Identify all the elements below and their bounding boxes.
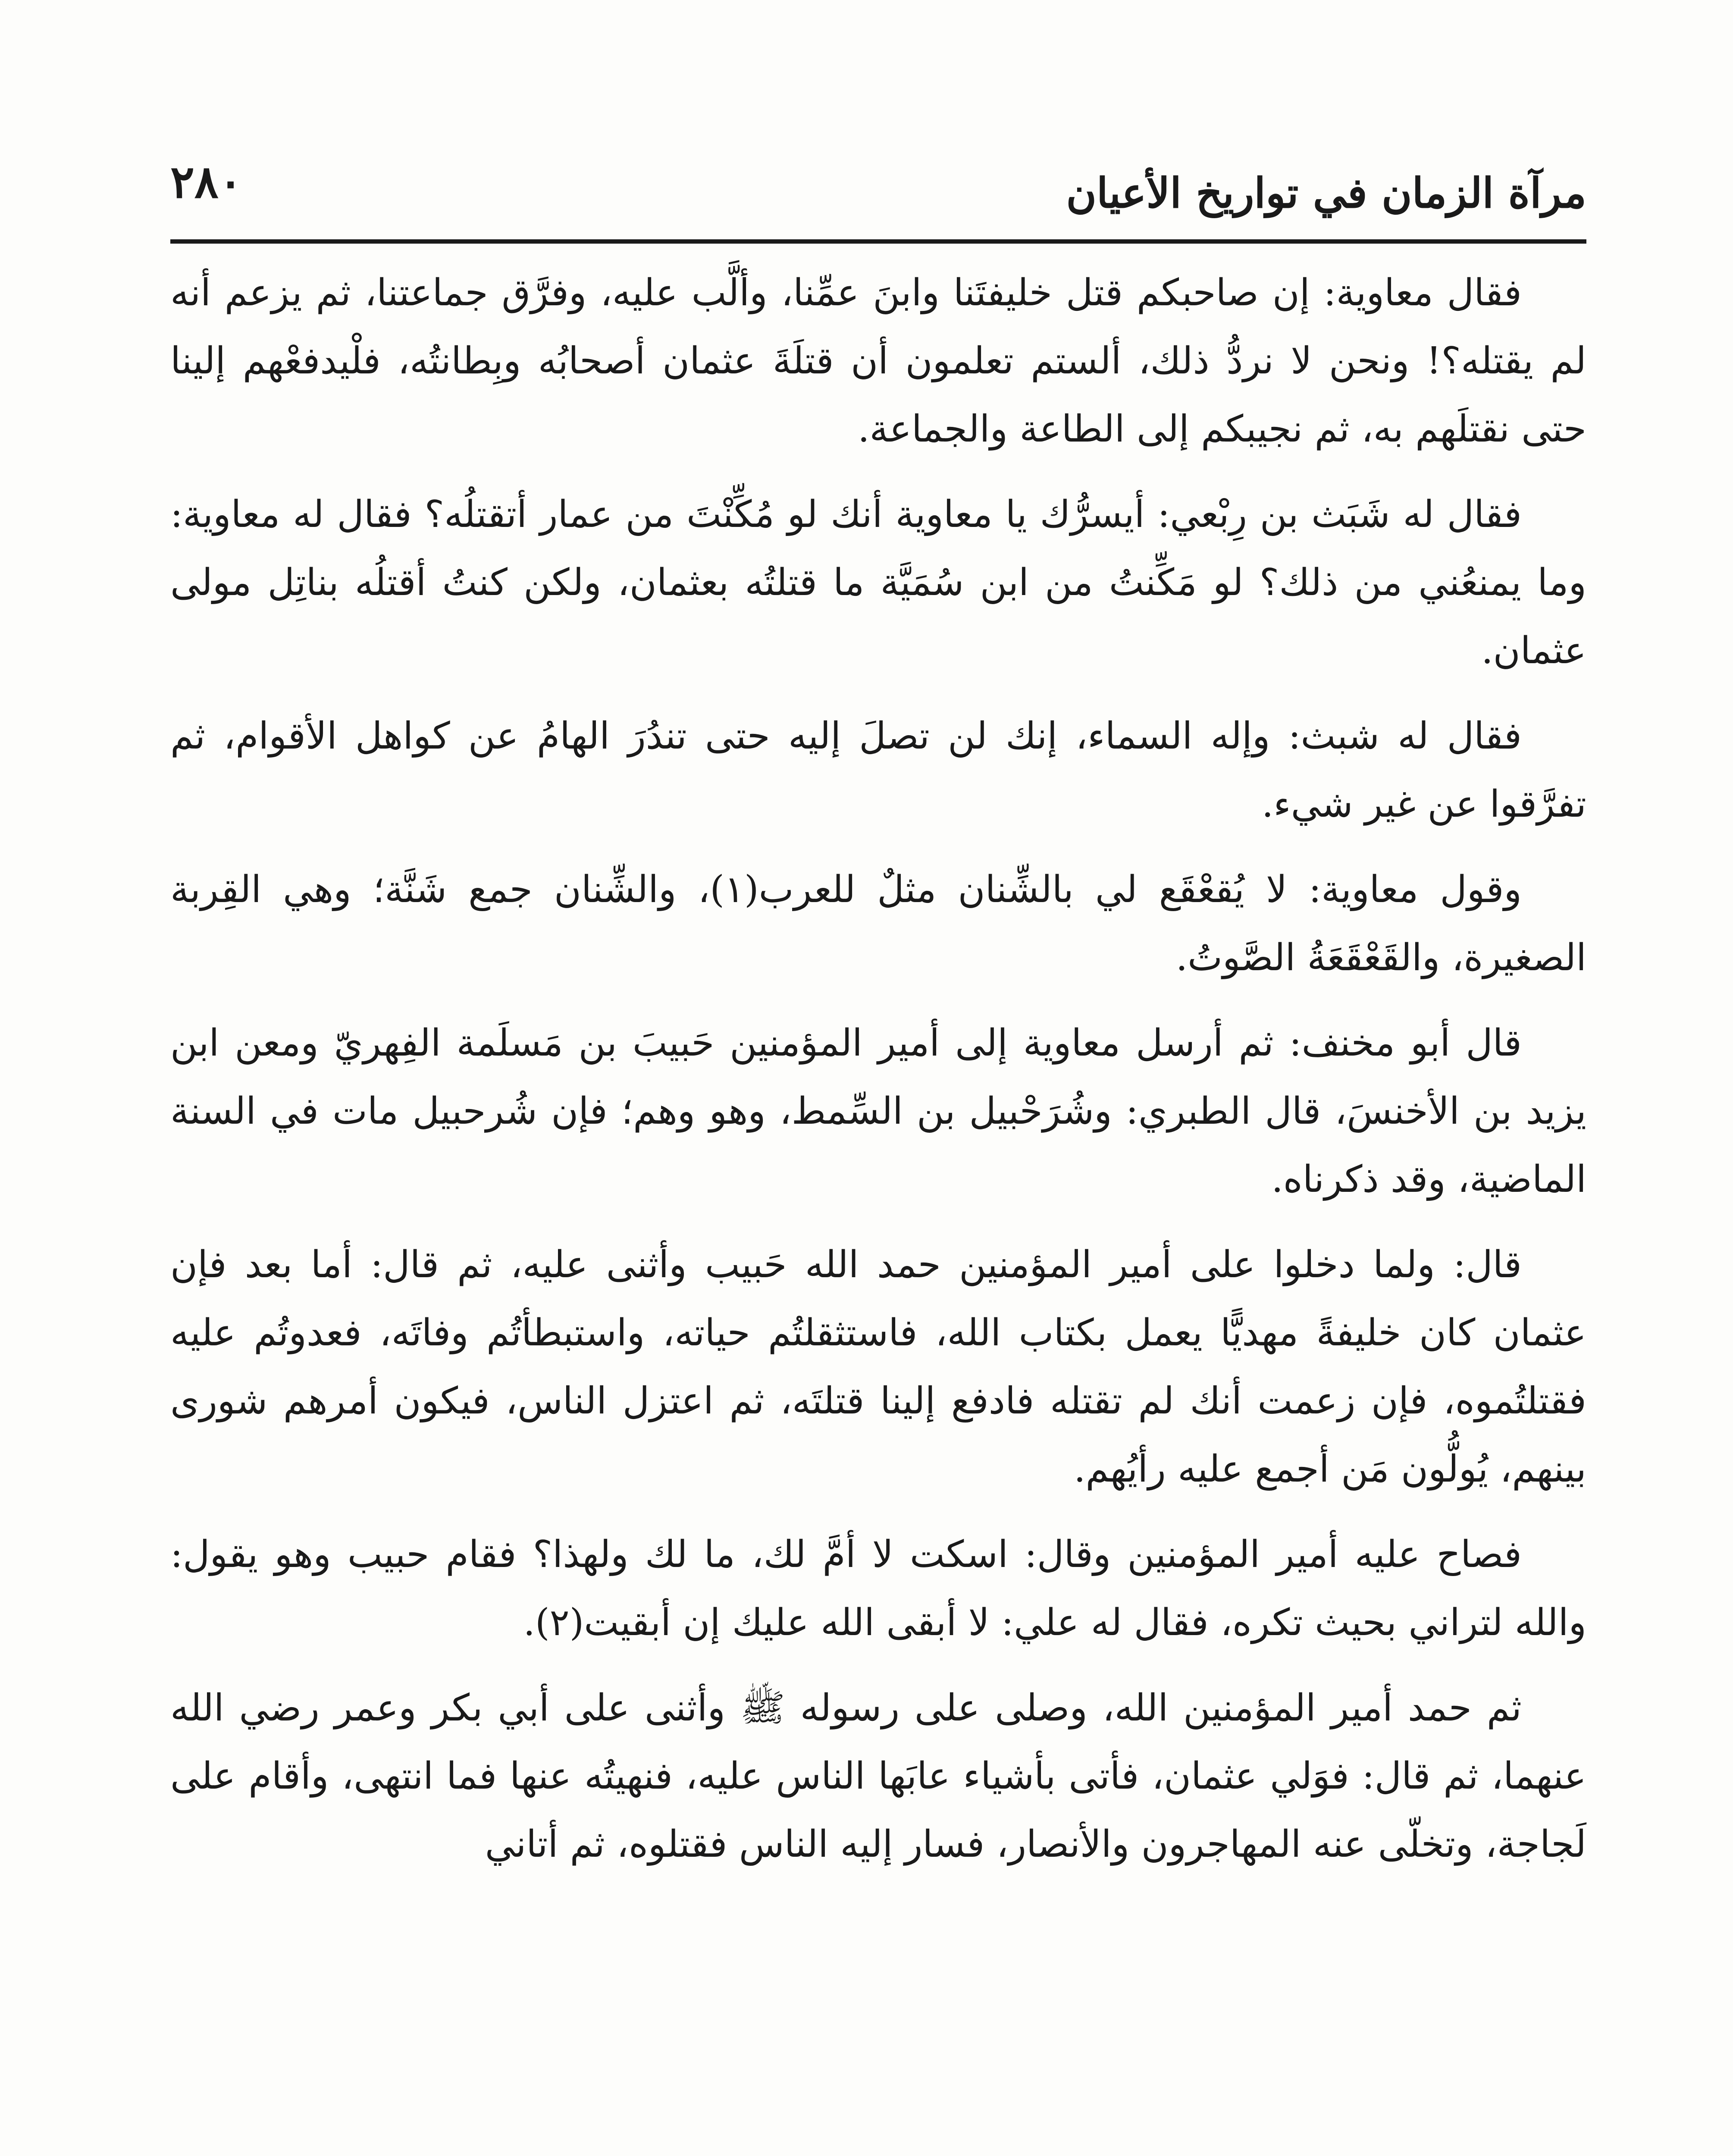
running-header <box>170 138 1586 241</box>
paragraph: ثم حمد أمير المؤمنين الله، وصلى على رسوله ﷺ وأثنى على أبي بكر وعمر رضي الله عنهما، ثم قال: فوَلي عثمان، فأتى بأشياء عابَها الناس عليه، فنهيتُه عنها فما انتهى، وأقام على لَجاجة، وتخلّى عنه المهاجرون والأنصار، فسار إليه الناس فقتلوه، ثم أتاني <box>170 1686 1586 1866</box>
paragraph: قال أبو مخنف: ثم أرسل معاوية إلى أمير المؤمنين حَبيبَ بن مَسلَمة الفِهريّ ومعن ابن يزيد بن الأخنسَ، قال الطبري: وشُرَحْبيل بن السِّمط، وهو وهم؛ فإن شُرحبيل مات في السنة الماضية، وقد ذكرناه. <box>170 1022 1586 1201</box>
page-number: ٢٨٠ <box>170 155 243 208</box>
header-divider <box>170 239 1586 244</box>
book-title: مرآة الزمان في تواريخ الأعيان <box>1066 169 1586 217</box>
main-text <box>170 259 1586 1896</box>
paragraph: فقال له شَبَث بن رِبْعي: أيسرُّك يا معاوية أنك لو مُكِّنْتَ من عمار أتقتلُه؟ فقال له معاوية: وما يمنعُني من ذلك؟ لو مَكِّنتُ من ابن سُمَيَّة ما قتلتُه بعثمان، ولكن كنتُ أقتلُه بناتِل مولى عثمان. <box>170 493 1586 672</box>
paragraph: فقال معاوية: إن صاحبكم قتل خليفتَنا وابنَ عمِّنا، وألَّب عليه، وفرَّق جماعتنا، ثم يزعم أنه لم يقتله؟! ونحن لا نردُّ ذلك، ألستم تعلمون أن قتلَةَ عثمان أصحابُه وبِطانتُه، فلْيدفعْهم إلينا حتى نقتلَهم به، ثم نجيبكم إلى الطاعة والجماعة. <box>170 271 1587 451</box>
paragraph: فقال له شبث: وإله السماء، إنك لن تصلَ إليه حتى تندُرَ الهامُ عن كواهل الأقوام، ثم تفرَّقوا عن غير شيء. <box>170 714 1586 826</box>
paragraph: قال: ولما دخلوا على أمير المؤمنين حمد الله حَبيب وأثنى عليه، ثم قال: أما بعد فإن عثمان كان خليفةً مهديًّا يعمل بكتاب الله، فاستثقلتُم حياته، واستبطأتُم وفاتَه، فعدوتُم عليه فقتلتُموه، فإن زعمت أنك لم تقتله فادفع إلينا قتلتَه، ثم اعتزل الناس، فيكون أمرهم شورى بينهم، يُولُّون مَن أجمع عليه رأيُهم. <box>170 1243 1586 1491</box>
paragraph: وقول معاوية: لا يُقعْقَع لي بالشِّنان مثلٌ للعرب(١)، والشِّنان جمع شَنَّة؛ وهي القِربة الصغيرة، والقَعْقَعَةُ الصَّوتُ. <box>170 868 1586 979</box>
paragraph: فصاح عليه أمير المؤمنين وقال: اسكت لا أمَّ لك، ما لك ولهذا؟ فقام حبيب وهو يقول: والله لتراني بحيث تكره، فقال له علي: لا أبقى الله عليك إن أبقيت(٢). <box>170 1533 1586 1644</box>
